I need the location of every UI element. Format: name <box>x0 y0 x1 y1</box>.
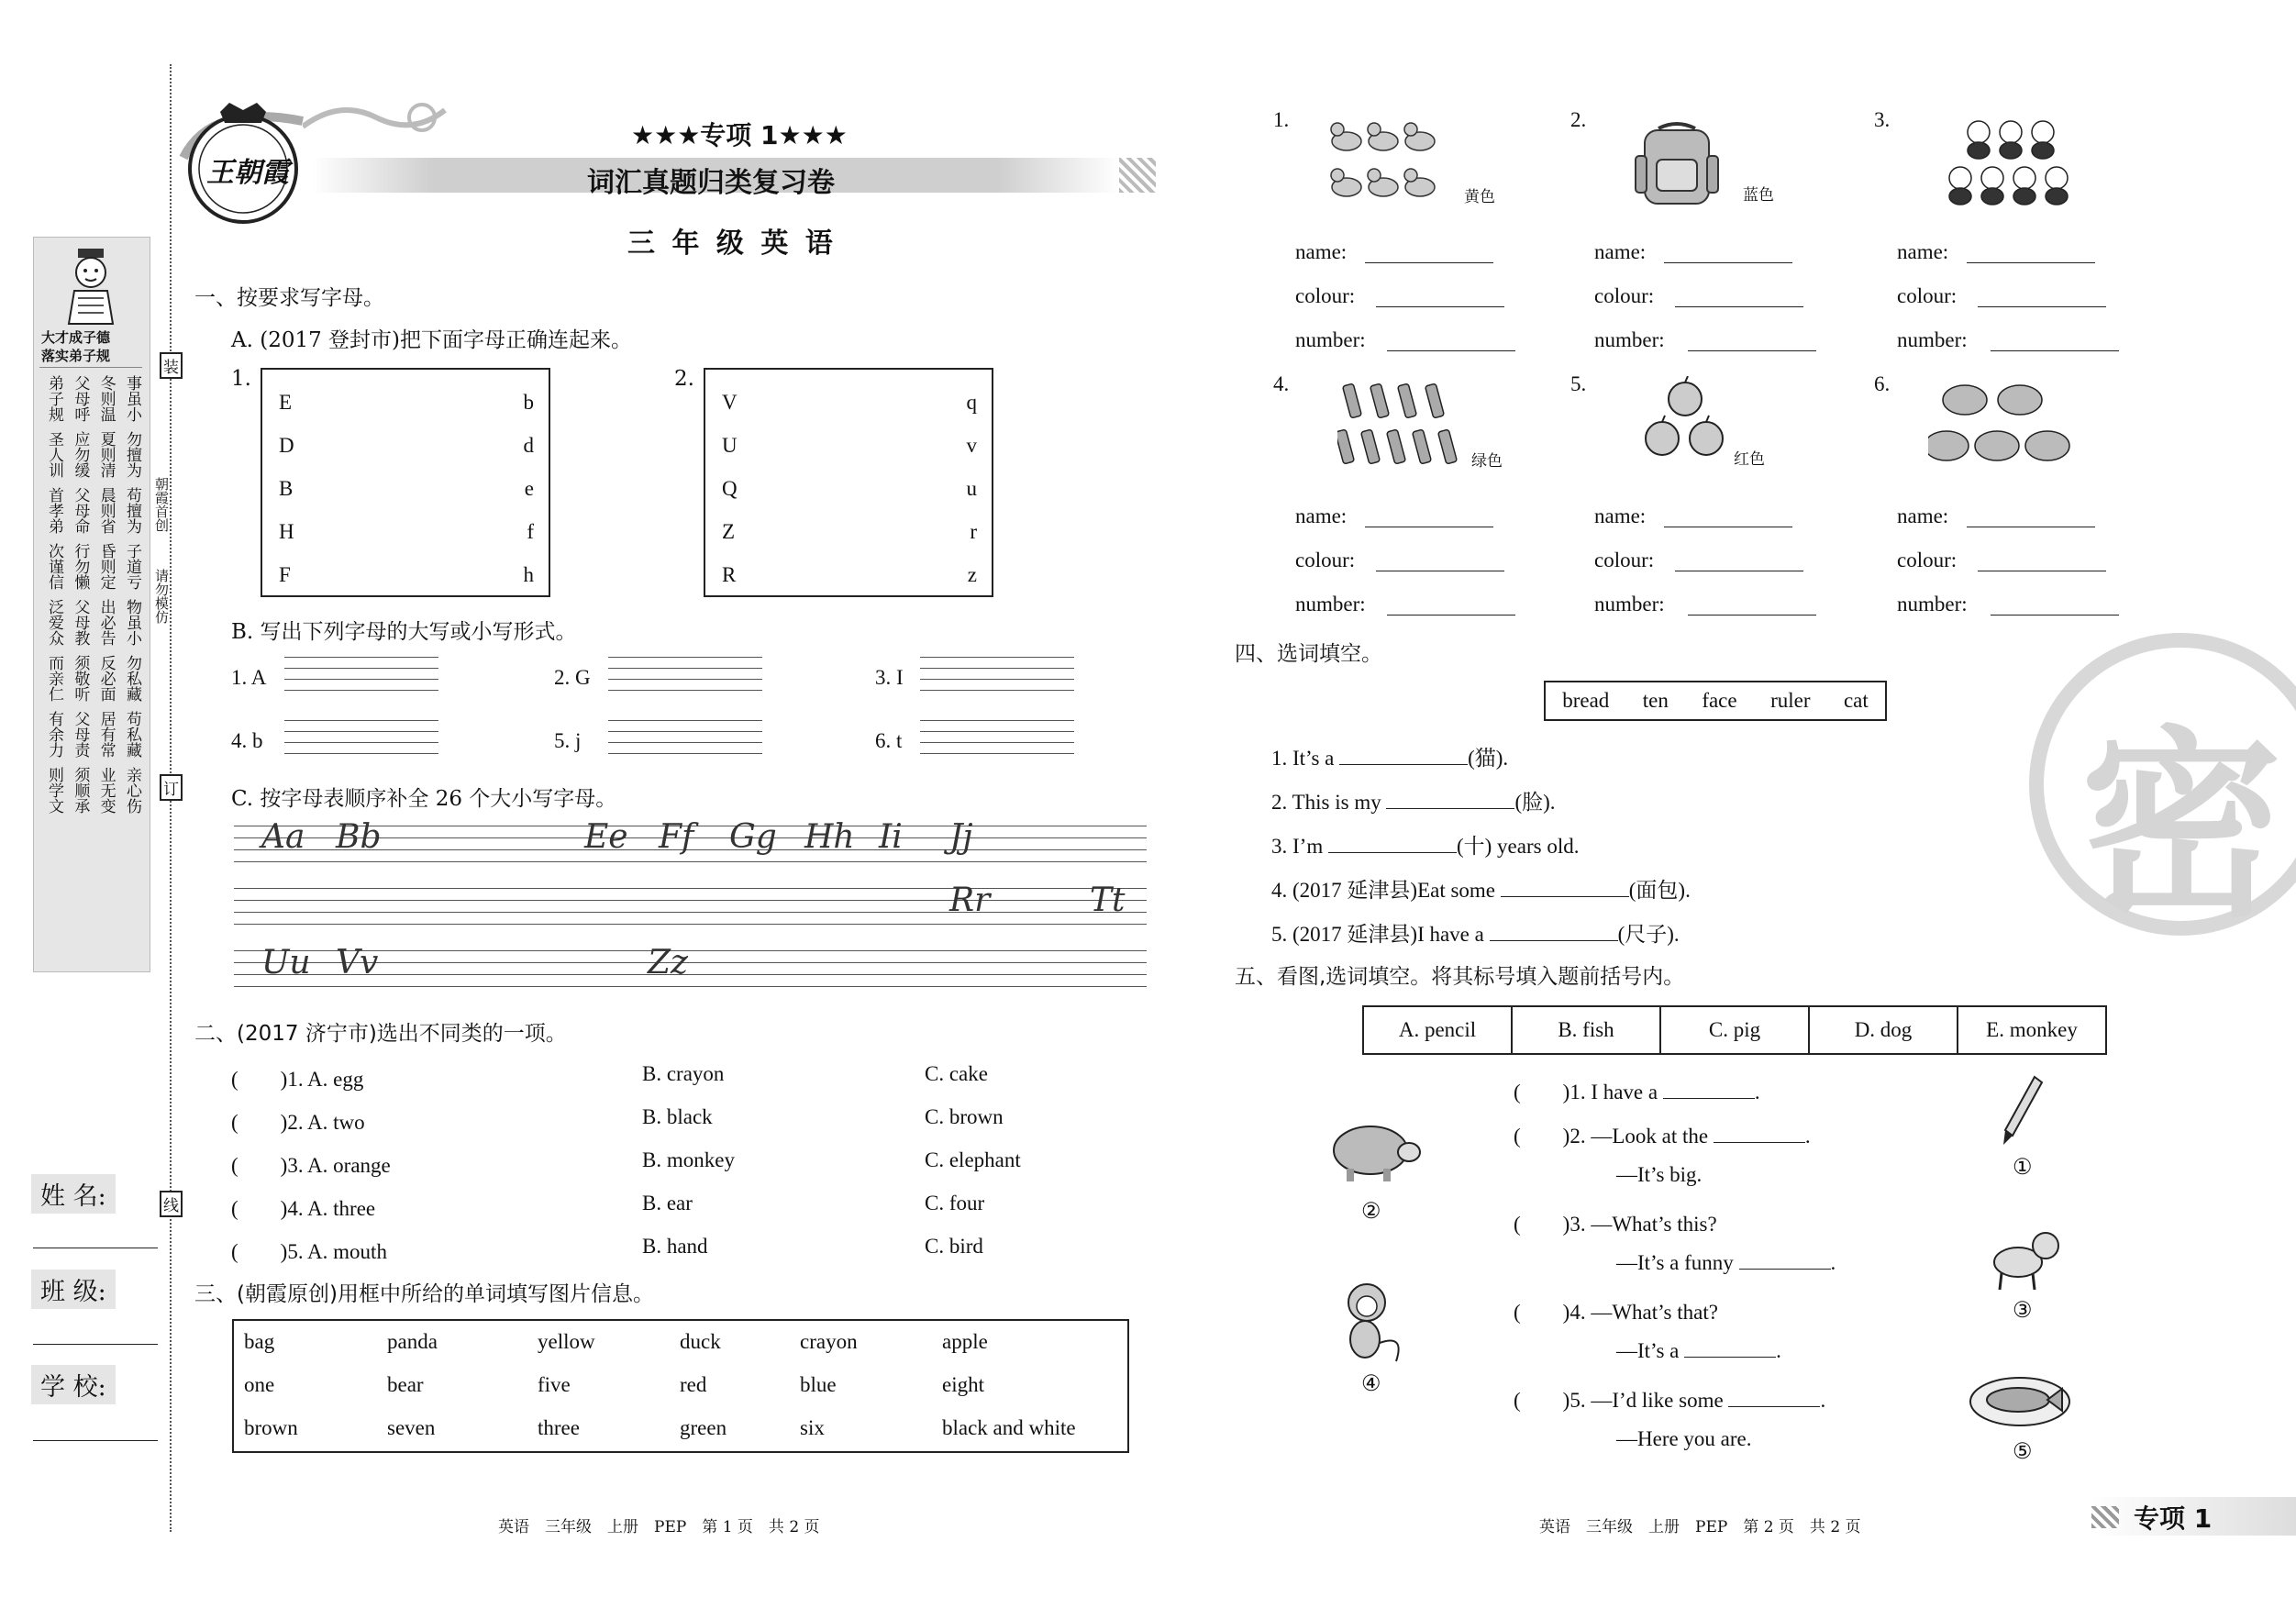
sec5-line-1[interactable]: ( )1. I have a . <box>1514 1081 1760 1103</box>
match-letter[interactable]: h <box>523 563 534 586</box>
bears-picture <box>1928 380 2093 471</box>
field-label: name: <box>1897 240 1949 263</box>
color-note-2: 蓝色 <box>1743 186 1774 205</box>
word: ruler <box>1770 689 1811 712</box>
match-letter[interactable]: e <box>524 477 534 500</box>
pic-num-1: 1. <box>1273 108 1290 131</box>
answer-line[interactable] <box>1991 350 2119 351</box>
pandas-picture <box>1947 117 2084 218</box>
sec2-b5: B. hand <box>642 1235 708 1258</box>
poem-col-1: 事虽小 勿擅为 苟擅为 子道亏 物虽小 勿私藏 苟私藏 亲心伤 <box>122 375 141 814</box>
pic-num-4: 4. <box>1273 372 1290 395</box>
sec2-c3: C. elephant <box>925 1148 1021 1171</box>
answer-line[interactable] <box>1978 306 2106 307</box>
match-letter[interactable]: V <box>722 391 738 414</box>
pig-picture <box>1325 1114 1425 1187</box>
word: yellow <box>538 1330 595 1353</box>
word: eight <box>942 1373 984 1396</box>
answer-line[interactable] <box>1387 350 1515 351</box>
field-label: name: <box>1594 505 1647 527</box>
field-label: colour: <box>1897 284 1958 307</box>
sec2-b4: B. ear <box>642 1192 693 1214</box>
hand-letter: Aa <box>261 818 305 856</box>
monkey-picture <box>1336 1279 1409 1370</box>
field-label: colour: <box>1897 549 1958 571</box>
ribbon-decoration <box>303 99 449 154</box>
hand-letter: Uu <box>261 944 311 981</box>
answer-blank[interactable] <box>1501 896 1629 897</box>
pic-label-3: ③ <box>2013 1297 2033 1323</box>
sec2-b2: B. black <box>642 1105 713 1128</box>
answer-line[interactable] <box>1991 615 2119 616</box>
word: ten <box>1642 689 1669 712</box>
b-item-2: 2. G <box>554 666 591 689</box>
sec4-item-2: 2. This is my (脸). <box>1271 791 1556 814</box>
box1-num: 1. <box>231 367 251 391</box>
sec2-c4: C. four <box>925 1192 985 1214</box>
word: blue <box>800 1373 837 1396</box>
field-label: number: <box>1897 328 1968 351</box>
sec5-line-3: —It’s big. <box>1616 1163 1703 1186</box>
match-letter[interactable]: u <box>966 477 977 500</box>
answer-blank[interactable] <box>1386 808 1514 809</box>
corner-tag-pattern <box>2091 1506 2119 1528</box>
match-letter[interactable]: Z <box>722 520 736 543</box>
answer-line[interactable] <box>1365 262 1493 263</box>
match-letter[interactable]: q <box>966 391 977 414</box>
field-label: name: <box>1594 240 1647 263</box>
sec5-line-8[interactable]: ( )5. —I’d like some . <box>1514 1389 1826 1412</box>
match-letter[interactable]: U <box>722 434 738 457</box>
hand-letter: Gg <box>729 818 777 856</box>
sec4-item-3: 3. I’m (十) years old. <box>1271 835 1580 858</box>
word: brown <box>244 1416 298 1439</box>
color-note-4: 绿色 <box>1471 452 1503 471</box>
poem-block <box>45 375 140 962</box>
series-label: ★★★专项 1★★★ <box>631 120 848 150</box>
answer-blank[interactable] <box>1328 852 1457 853</box>
hand-letter: Ff <box>659 818 694 856</box>
match1-left <box>279 381 294 596</box>
pic-label-1: ① <box>2013 1154 2033 1180</box>
match-letter[interactable]: z <box>967 563 977 586</box>
field-label: colour: <box>1594 284 1655 307</box>
class-field[interactable] <box>33 1344 158 1345</box>
motto-divider <box>39 367 142 368</box>
vertical-note-2: 请勿模仿 <box>153 569 170 624</box>
match-letter[interactable]: B <box>279 477 294 500</box>
sec4-item-1: 1. It’s a (猫). <box>1271 747 1509 770</box>
sec2-c2: C. brown <box>925 1105 1004 1128</box>
word: bread <box>1562 689 1610 712</box>
b-item-1: 1. A <box>231 666 267 689</box>
match-letter[interactable]: E <box>279 391 293 414</box>
word: bag <box>244 1330 275 1353</box>
hand-letter: Vv <box>336 944 379 981</box>
class-label: 班 级: <box>31 1270 116 1309</box>
hand-letter: Ee <box>584 818 628 856</box>
sec4-word-box <box>1544 681 1887 721</box>
match-letter[interactable]: H <box>279 520 294 543</box>
sec2-q4[interactable]: ( )4. A. three <box>231 1197 376 1220</box>
b-item-3: 3. I <box>875 666 904 689</box>
answer-line[interactable] <box>1967 262 2095 263</box>
hand-letter: Hh <box>804 818 855 856</box>
sec4-item-4: 4. (2017 延津县)Eat some (面包). <box>1271 879 1691 902</box>
pic-num-5: 5. <box>1570 372 1587 395</box>
hand-letter: Tt <box>1090 882 1126 919</box>
field-label: colour: <box>1295 284 1356 307</box>
word: one <box>244 1373 275 1396</box>
field-label: colour: <box>1295 549 1356 571</box>
ducks-picture <box>1326 114 1464 215</box>
match2-left <box>722 381 738 596</box>
match-letter[interactable]: R <box>722 563 737 586</box>
pic-label-2: ② <box>1361 1198 1381 1224</box>
word: face <box>1702 689 1737 712</box>
match-letter[interactable]: b <box>523 391 534 414</box>
sec1-c-label: C. 按字母表顺序补全 26 个大小写字母。 <box>231 787 617 811</box>
word: panda <box>387 1330 438 1353</box>
brand-name: 王朝霞 <box>206 157 289 189</box>
sec5-line-7: —It’s a . <box>1616 1339 1781 1362</box>
match2-right <box>967 381 978 596</box>
page-subtitle: 三 年 级 英 语 <box>627 227 837 260</box>
sec4-heading: 四、选词填空。 <box>1235 642 1382 666</box>
match1-right <box>524 381 535 596</box>
sec4-item-5: 5. (2017 延津县)I have a (尺子). <box>1271 923 1680 946</box>
page1-footer: 英语 三年级 上册 PEP 第 1 页 共 2 页 <box>498 1518 820 1536</box>
sec5-line-6[interactable]: ( )4. —What’s that? <box>1514 1301 1718 1324</box>
option-cell: E. monkey <box>1986 1018 2078 1041</box>
color-note-1: 黄色 <box>1464 188 1495 206</box>
field-label: number: <box>1594 593 1665 616</box>
match-letter[interactable]: Q <box>722 477 738 500</box>
motto-line-2: 落实弟子规 <box>41 348 111 364</box>
sec2-c5: C. bird <box>925 1235 983 1258</box>
poem-col-4: 弟子规 圣人训 首孝弟 次谨信 泛爱众 而亲仁 有余力 则学文 <box>45 375 63 814</box>
poem-col-2: 冬则温 夏则清 晨则省 昏则定 出必告 反必面 居有常 业无变 <box>96 375 116 814</box>
b-item-5: 5. j <box>554 729 582 752</box>
word: seven <box>387 1416 436 1439</box>
sec3-heading: 三、(朝霞原创)用框中所给的单词填写图片信息。 <box>194 1282 654 1306</box>
sec5-heading: 五、看图,选词填空。将其标号填入题前括号内。 <box>1235 965 1685 989</box>
cut-mark-3: 线 <box>160 1191 183 1217</box>
field-label: number: <box>1897 593 1968 616</box>
page-title: 词汇真题归类复习卷 <box>587 167 835 199</box>
vertical-note-1: 朝霞首创 <box>153 477 170 532</box>
word: bear <box>387 1373 424 1396</box>
word: cat <box>1843 689 1869 712</box>
pic-num-2: 2. <box>1570 108 1587 131</box>
page2-footer: 英语 三年级 上册 PEP 第 2 页 共 2 页 <box>1539 1518 1861 1536</box>
field-label: number: <box>1295 328 1366 351</box>
match-letter[interactable]: F <box>279 563 291 586</box>
pic-label-5: ⑤ <box>2013 1438 2033 1464</box>
option-cell: C. pig <box>1661 1007 1810 1053</box>
field-label: name: <box>1295 240 1348 263</box>
sec5-line-9: —Here you are. <box>1616 1427 1752 1450</box>
dog-picture <box>1981 1220 2064 1293</box>
sec2-heading: 二、(2017 济宁市)选出不同类的一项。 <box>194 1022 567 1046</box>
sec1-heading: 一、按要求写字母。 <box>194 286 384 310</box>
field-label: number: <box>1295 593 1366 616</box>
cut-mark-1: 装 <box>160 352 183 379</box>
sec2-b3: B. monkey <box>642 1148 735 1171</box>
scholar-icon <box>54 245 128 327</box>
word: crayon <box>800 1330 858 1353</box>
word: green <box>680 1416 727 1439</box>
motto-panel <box>33 237 150 972</box>
sec2-q2[interactable]: ( )2. A. two <box>231 1111 365 1134</box>
sec2-q3[interactable]: ( )3. A. orange <box>231 1154 391 1177</box>
match-letter[interactable]: r <box>970 520 977 543</box>
hand-letter: Bb <box>336 818 382 856</box>
match-letter[interactable]: f <box>527 520 534 543</box>
word: apple <box>942 1330 988 1353</box>
corner-tag: 专项 1 <box>2134 1503 2213 1534</box>
hand-letter: Zz <box>648 944 688 981</box>
name-label: 姓 名: <box>31 1174 116 1214</box>
answer-line[interactable] <box>1688 350 1816 351</box>
pic-num-6: 6. <box>1874 372 1891 395</box>
hand-letter: Rr <box>949 882 991 919</box>
apples-picture <box>1635 376 1736 468</box>
match-letter[interactable]: d <box>523 434 534 457</box>
option-cell: B. fish <box>1513 1007 1661 1053</box>
sec2-q1[interactable]: ( )1. A. egg <box>231 1068 364 1091</box>
sec5-line-4[interactable]: ( )3. —What’s this? <box>1514 1213 1717 1236</box>
answer-line[interactable] <box>1675 306 1803 307</box>
field-label: name: <box>1897 505 1949 527</box>
answer-blank[interactable] <box>1339 764 1468 765</box>
pencil-picture <box>2000 1073 2046 1147</box>
box2-num: 2. <box>674 367 694 391</box>
motto-line-1: 大才成子德 <box>41 329 111 346</box>
poem-col-3: 父母呼 应勿缓 父母命 行勿懒 父母教 须敬听 父母责 须顺承 <box>71 375 90 814</box>
hand-letter: Ii <box>879 818 903 856</box>
stamp-glyph: 密 <box>2080 709 2283 944</box>
option-cell: A. pencil <box>1364 1007 1513 1053</box>
answer-blank[interactable] <box>1490 940 1618 941</box>
cut-mark-2: 订 <box>160 774 183 801</box>
backpack-picture <box>1631 119 1723 211</box>
sec5-line-2[interactable]: ( )2. —Look at the . <box>1514 1125 1811 1148</box>
word: duck <box>680 1330 721 1353</box>
letter-match-box-1 <box>261 368 550 597</box>
pic-label-4: ④ <box>1361 1370 1381 1396</box>
answer-line[interactable] <box>1376 306 1504 307</box>
school-field[interactable] <box>33 1440 158 1441</box>
sec1-b-label: B. 写出下列字母的大写或小写形式。 <box>231 620 577 644</box>
sec2-c1: C. cake <box>925 1062 988 1085</box>
word: red <box>680 1373 707 1396</box>
match-letter[interactable]: D <box>279 434 294 457</box>
crayons-picture <box>1337 380 1466 471</box>
sec5-line-5: —It’s a funny . <box>1616 1251 1836 1274</box>
b-item-6: 6. t <box>875 729 903 752</box>
field-label: number: <box>1594 328 1665 351</box>
school-label: 学 校: <box>31 1365 116 1404</box>
word: black and white <box>942 1416 1076 1439</box>
answer-line[interactable] <box>1387 615 1515 616</box>
answer-line[interactable] <box>1688 615 1816 616</box>
match-letter[interactable]: v <box>966 434 977 457</box>
letter-match-box-2 <box>704 368 993 597</box>
pic-num-3: 3. <box>1874 108 1891 131</box>
hand-letter: Jj <box>949 818 973 856</box>
title-bar-pattern <box>1119 158 1156 193</box>
field-label: colour: <box>1594 549 1655 571</box>
answer-line[interactable] <box>1664 262 1792 263</box>
sec2-q5[interactable]: ( )5. A. mouth <box>231 1240 387 1263</box>
word: three <box>538 1416 580 1439</box>
sec1-a-label: A. (2017 登封市)把下面字母正确连起来。 <box>231 328 633 352</box>
color-note-5: 红色 <box>1734 450 1765 469</box>
option-cell: D. dog <box>1810 1007 1958 1053</box>
word: six <box>800 1416 825 1439</box>
word: five <box>538 1373 571 1396</box>
b-item-4: 4. b <box>231 729 263 752</box>
sec2-b1: B. crayon <box>642 1062 725 1085</box>
sec5-option-table <box>1362 1005 2107 1055</box>
fish-plate-picture <box>1967 1367 2073 1431</box>
confidential-stamp <box>2029 633 2296 944</box>
field-label: name: <box>1295 505 1348 527</box>
